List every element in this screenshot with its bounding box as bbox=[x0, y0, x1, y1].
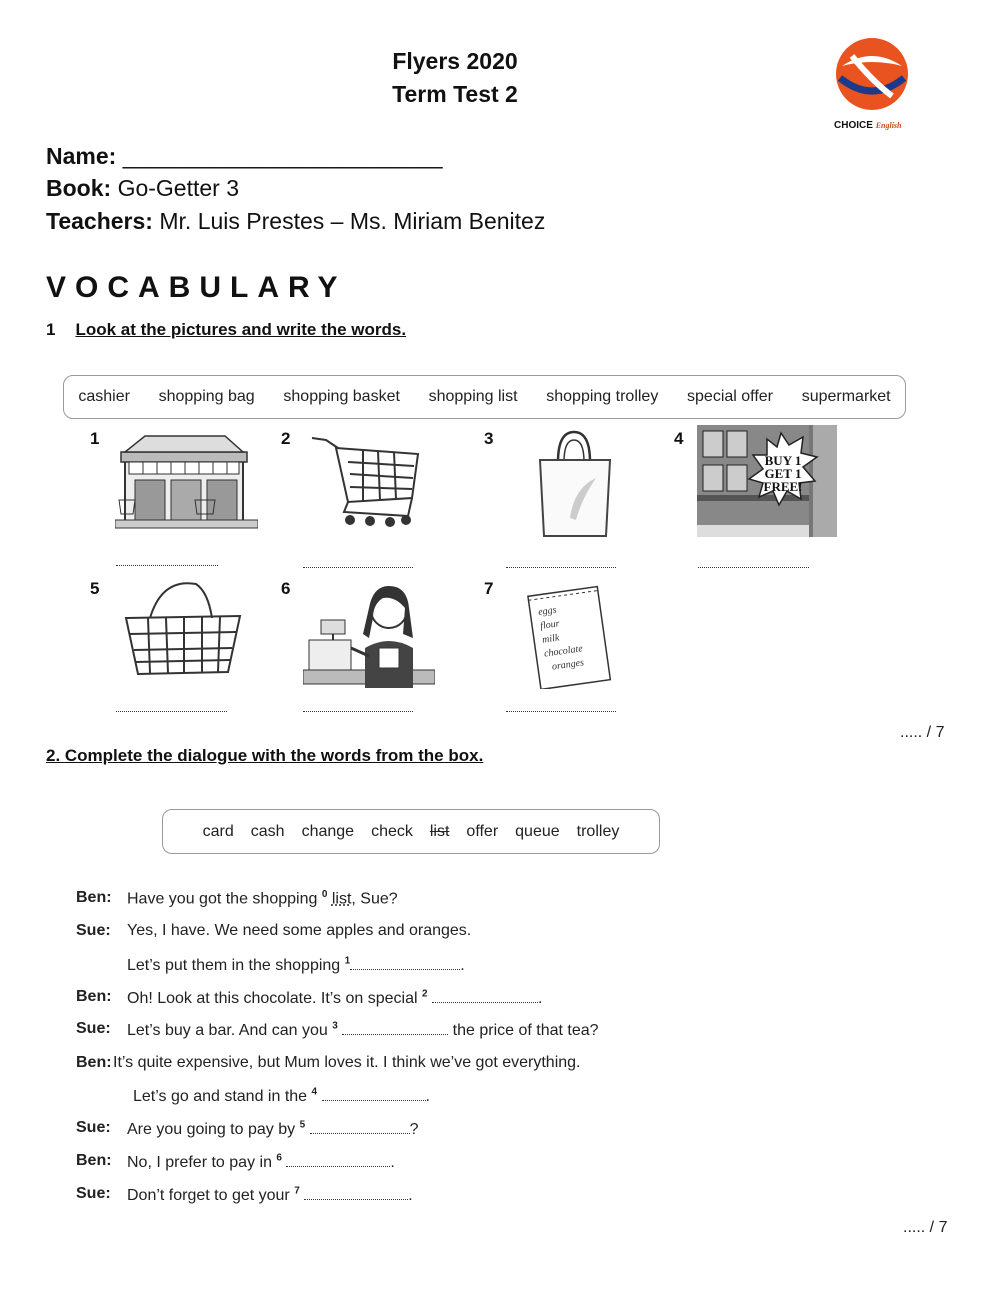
answer-line-2[interactable] bbox=[303, 567, 413, 568]
speaker: Ben: bbox=[76, 1152, 112, 1169]
title-line2: Term Test 2 bbox=[392, 81, 518, 107]
speaker: Ben: bbox=[76, 889, 112, 906]
word-bank-item-used: list bbox=[429, 822, 450, 840]
name-field[interactable]: Name: _________________________ bbox=[46, 143, 443, 169]
answer-gap-3[interactable] bbox=[342, 1020, 448, 1035]
answer-line-3[interactable] bbox=[506, 567, 616, 568]
picture-number: 6 bbox=[281, 579, 291, 598]
word-bank-item: special offer bbox=[687, 388, 773, 405]
offer-sign-line: FREE! bbox=[763, 479, 803, 494]
word-bank-2 bbox=[162, 809, 660, 854]
word-bank-item: change bbox=[301, 822, 355, 840]
answer-line-4[interactable] bbox=[698, 567, 809, 568]
word-bank-1 bbox=[63, 375, 906, 419]
answer-line-6[interactable] bbox=[303, 711, 413, 712]
speaker: Ben: bbox=[76, 988, 112, 1005]
logo-emblem-icon bbox=[832, 36, 912, 116]
choice-english-logo bbox=[832, 36, 912, 136]
picture-number: 3 bbox=[484, 429, 494, 448]
list-item-text: chocolate bbox=[543, 643, 584, 660]
list-item-text: eggs bbox=[537, 604, 558, 618]
word-bank-item: card bbox=[202, 822, 234, 840]
speaker: Sue: bbox=[76, 1185, 111, 1202]
speaker: Sue: bbox=[76, 1119, 111, 1136]
word-bank-item: shopping list bbox=[428, 388, 518, 405]
logo-text: CHOICE English bbox=[834, 120, 902, 131]
word-bank-item: supermarket bbox=[801, 388, 891, 405]
exercise1-instruction: 1 Look at the pictures and write the words. bbox=[46, 320, 407, 339]
answer-gap-2[interactable] bbox=[432, 988, 538, 1003]
word-bank-item: cash bbox=[250, 822, 285, 840]
list-item-text: flour bbox=[539, 618, 561, 632]
speaker: Sue: bbox=[76, 1020, 111, 1037]
answer-gap-7[interactable] bbox=[304, 1185, 408, 1200]
exercise2-score: ..... / 7 bbox=[903, 1219, 948, 1236]
list-item-text: oranges bbox=[551, 657, 585, 673]
list-item-text: milk bbox=[541, 632, 561, 646]
offer-sign-line: GET 1 bbox=[764, 466, 802, 481]
word-bank-item: trolley bbox=[576, 822, 620, 840]
example-answer: list bbox=[331, 890, 352, 908]
shopping-bag-icon bbox=[534, 428, 616, 538]
exercise2-instruction: 2. Complete the dialogue with the words from the box. bbox=[46, 746, 484, 765]
answer-line-5[interactable] bbox=[116, 711, 227, 712]
word-bank-item: shopping bag bbox=[158, 388, 255, 405]
answer-line-7[interactable] bbox=[506, 711, 616, 712]
shopping-basket-icon bbox=[122, 578, 244, 678]
answer-gap-5[interactable] bbox=[310, 1119, 410, 1134]
section-title: VOCABULARY bbox=[46, 271, 347, 304]
answer-gap-6[interactable] bbox=[286, 1152, 390, 1167]
word-bank-item: cashier bbox=[78, 388, 130, 405]
speaker: Sue: bbox=[76, 922, 111, 939]
shopping-list-icon bbox=[526, 585, 612, 689]
answer-line-1[interactable] bbox=[116, 565, 218, 566]
speaker: Ben: bbox=[76, 1054, 112, 1071]
title-line1: Flyers 2020 bbox=[392, 48, 518, 74]
teachers-line: Teachers: Mr. Luis Prestes – Ms. Miriam Benitez bbox=[46, 208, 546, 234]
word-bank-item: shopping trolley bbox=[546, 388, 659, 405]
offer-sign-line: BUY 1 bbox=[764, 453, 802, 468]
cashier-icon bbox=[303, 578, 435, 688]
word-bank-item: queue bbox=[515, 822, 560, 840]
exercise1-score: ..... / 7 bbox=[900, 724, 945, 741]
picture-number: 4 bbox=[674, 429, 684, 448]
special-offer-icon bbox=[697, 425, 837, 537]
book-line: Book: Go-Getter 3 bbox=[46, 175, 239, 201]
word-bank-item: shopping basket bbox=[283, 388, 400, 405]
answer-gap-4[interactable] bbox=[322, 1086, 426, 1101]
shopping-trolley-icon bbox=[308, 432, 423, 528]
picture-number: 5 bbox=[90, 579, 100, 598]
supermarket-icon bbox=[115, 430, 258, 530]
word-bank-item: check bbox=[371, 822, 413, 840]
picture-number: 1 bbox=[90, 429, 100, 448]
word-bank-item: offer bbox=[466, 822, 499, 840]
picture-number: 2 bbox=[281, 429, 291, 448]
picture-number: 7 bbox=[484, 579, 494, 598]
answer-gap-1[interactable] bbox=[350, 955, 460, 970]
